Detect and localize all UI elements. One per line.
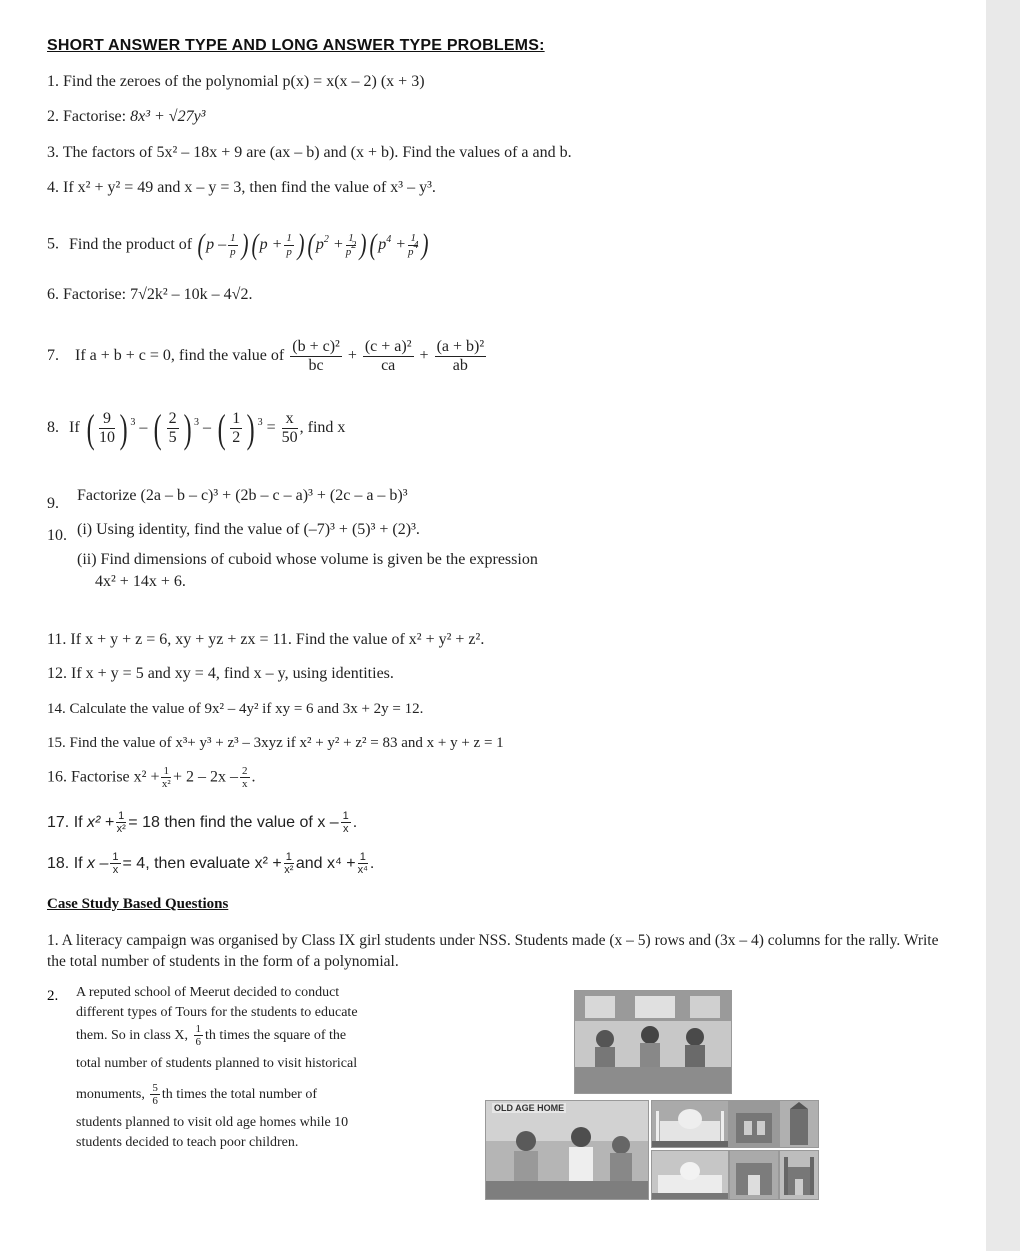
question-18: 18. If x – $\frac{1}{x}$ = 4, then evaluate x² + $\frac{1}{\text{x²}}$ and x⁴ + $\frac{1}{\text{x⁴}}$ .	[47, 851, 375, 877]
question-1: 1. Find the zeroes of the polynomial p(x) = x(x – 2) (x + 3)	[47, 73, 425, 90]
q8-fraction-4: $\frac{x}{50}$	[281, 410, 298, 446]
q8-fraction-2: $\frac{2}{5}$	[168, 410, 177, 446]
q18-fraction-3: $\frac{1}{\text{x⁴}}$	[357, 851, 368, 877]
old-age-home-photo	[485, 1100, 649, 1200]
question-6-expression: 7√2k² – 10k – 4√2.	[130, 286, 253, 303]
question-10-part-2: (ii) Find dimensions of cuboid whose volume is given be the expression	[77, 551, 538, 568]
q17-fraction-2: $\frac{1}{x}$	[342, 810, 349, 836]
q7-term-2: $\frac{\text{(c + a)²}}{ca}$	[364, 338, 412, 374]
question-6: 6. Factorise: 7√2k² – 10k – 4√2.	[47, 286, 253, 303]
question-4: 4. If x² + y² = 49 and x – y = 3, then find the value of x³ – y³.	[47, 179, 436, 196]
question-5: 5. Find the product of (p – $\frac{1}{p}$ ) (p + $\frac{1}{p}$ ) ($p^2$ + $\frac{1}{p^2}$ ) ($p^4$ + $\frac{1}{p^4}$ )	[47, 228, 429, 261]
monument-photo	[729, 1100, 779, 1148]
victoria-memorial-photo	[651, 1150, 729, 1200]
question-9: 9. Factorize (2a – b – c)³ + (2b – c – a)³ + (2c – a – b)³	[47, 487, 408, 512]
q18-fraction-2: $\frac{1}{\text{x²}}$	[284, 851, 294, 877]
question-16: 16. Factorise x² + $\frac{1}{\text{x²}}$ + 2 – 2x – $\frac{2}{x}$ .	[47, 765, 256, 791]
product-expression: (p – $\frac{1}{p}$ ) (p + $\frac{1}{p}$ ) ($p^2$ + $\frac{1}{p^2}$ ) ($p^4$ + $\frac{1}{p^4}$ )	[197, 228, 429, 261]
question-14: 14. Calculate the value of 9x² – 4y² if xy = 6 and 3x + 2y = 12.	[47, 701, 424, 717]
case2-fraction-b: $\frac{5}{6}$	[152, 1082, 158, 1108]
q17-fraction-1: $\frac{1}{\text{x²}}$	[116, 810, 126, 836]
case-study-heading: Case Study Based Questions	[47, 896, 229, 912]
q7-term-1: $\frac{\text{(b + c)²}}{bc}$	[292, 338, 340, 374]
old-age-home-label: OLD AGE HOME	[494, 1103, 565, 1113]
question-10-part-2-expression: 4x² + 14x + 6.	[95, 573, 186, 590]
q18-fraction-1: $\frac{1}{x}$	[112, 851, 119, 877]
case-study-2-number: 2.	[47, 988, 59, 1004]
question-8: 8. If ( $\frac{9}{10}$ ) $^3$ – ( $\frac{2}{5}$ ) $^3$ – ( $\frac{1}{2}$ ) $^3$ = $\frac{x}{50}$ , find x	[47, 406, 346, 451]
q16-fraction-2: $\frac{2}{x}$	[242, 765, 248, 791]
question-3: 3. The factors of 5x² – 18x + 9 are (ax – b) and (x + b). Find the values of a and b.	[47, 144, 572, 161]
question-11: 11. If x + y + z = 6, xy + yz + zx = 11. Find the value of x² + y² + z².	[47, 631, 485, 648]
case2-fraction-a: $\frac{1}{6}$	[195, 1023, 201, 1049]
question-10: 10. (i) Using identity, find the value of (–7)³ + (5)³ + (2)³.	[47, 521, 420, 544]
case-study-2-text: A reputed school of Meerut decided to conduct different types of Tours for the students to educate them. So in class X, $\frac{1}{6}$ th times the square of the total number of students planned to visit historical monuments, $\frac{5}{6}$ th times the total number of students planned to visit old age homes while 10 students decided to teach poor children.	[76, 985, 358, 1151]
classroom-photo	[574, 990, 732, 1094]
question-17: 17. If x² + $\frac{1}{\text{x²}}$ = 18 then find the value of x – $\frac{1}{x}$ .	[47, 810, 358, 836]
question-15: 15. Find the value of x³+ y³ + z³ – 3xyz if x² + y² + z² = 83 and x + y + z = 1	[47, 735, 504, 751]
q16-fraction-1: $\frac{1}{\text{x²}}$	[161, 765, 171, 791]
question-7: 7. If a + b + c = 0, find the value of $\frac{\text{(b + c)²}}{bc}$ + $\frac{\text{(c + a)²}}{ca}$ + $\frac{\text{(a + b)²}}{ab}$	[47, 338, 485, 374]
charminar-photo	[779, 1150, 819, 1200]
gateway-photo	[729, 1150, 779, 1200]
taj-mahal-photo	[651, 1100, 729, 1148]
tower-photo	[779, 1100, 819, 1148]
case-study-1: 1. A literacy campaign was organised by Class IX girl students under NSS. Students made (x – 5) rows and (3x – 4) columns for the rally. Write the total number of students in the form of a polynomial.	[47, 932, 939, 970]
question-2-expression: 8x³ + √27y³	[130, 108, 206, 125]
question-4-expression: x² + y² = 49 and x – y = 3, then find the value of x³ – y³.	[77, 179, 436, 196]
question-2: 2. Factorise: 8x³ + √27y³	[47, 108, 206, 125]
q8-fraction-1: $\frac{9}{10}$	[98, 410, 115, 446]
section-heading: SHORT ANSWER TYPE AND LONG ANSWER TYPE PROBLEMS:	[47, 37, 545, 54]
question-12: 12. If x + y = 5 and xy = 4, find x – y, using identities.	[47, 665, 394, 682]
q8-fraction-3: $\frac{1}{2}$	[232, 410, 241, 446]
q7-term-3: $\frac{\text{(a + b)²}}{ab}$	[436, 338, 485, 374]
